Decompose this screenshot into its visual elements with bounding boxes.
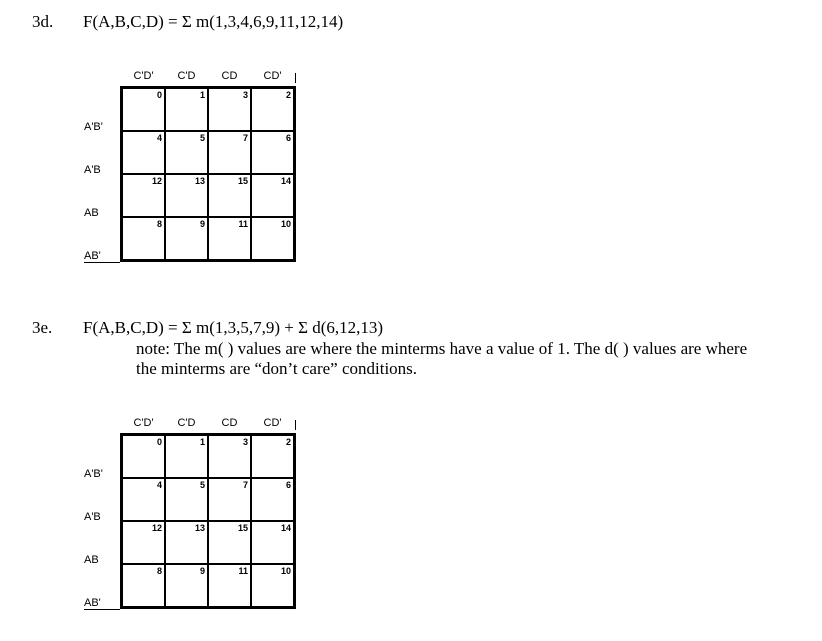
- kmap-row-header: A'B: [84, 164, 101, 176]
- kmap-cell: [208, 521, 251, 564]
- minterm-index: 1: [199, 437, 205, 447]
- kmap-cell: [208, 88, 251, 131]
- kmap-cell: [122, 521, 165, 564]
- kmap-col-header: CD': [263, 417, 282, 429]
- kmap-cell: [251, 174, 294, 217]
- kmap-cell: [122, 174, 165, 217]
- minterm-index: 11: [238, 566, 248, 576]
- minterm-index: 5: [199, 133, 205, 143]
- boolean-function-3d: F(A,B,C,D) = Σ m(1,3,4,6,9,11,12,14): [83, 12, 344, 31]
- minterm-index: 4: [156, 480, 162, 490]
- kmap-cell: [251, 521, 294, 564]
- minterm-index: 15: [237, 523, 248, 533]
- minterm-index: 4: [156, 133, 162, 143]
- kmap-col-header: C'D: [177, 417, 196, 429]
- minterm-index: 3: [242, 437, 248, 447]
- kmap-col-header: CD: [221, 70, 238, 82]
- minterm-index: 1: [199, 90, 205, 100]
- kmap-cell: [165, 217, 208, 260]
- kmap-cell: [251, 217, 294, 260]
- minterm-index: 8: [156, 219, 162, 229]
- minterm-index: 15: [237, 176, 248, 186]
- kmap-cell: [208, 217, 251, 260]
- kmap-cell: [122, 131, 165, 174]
- kmap-row-header: AB': [84, 597, 101, 609]
- kmap-cell: [122, 564, 165, 607]
- kmap-cell: [208, 478, 251, 521]
- kmap-cell: [165, 88, 208, 131]
- minterm-index: 13: [194, 176, 205, 186]
- minterm-index: 2: [285, 437, 291, 447]
- kmap-cell: [208, 564, 251, 607]
- kmap-col-header: C'D': [133, 70, 154, 82]
- kmap-row-divider: [84, 609, 120, 610]
- note-line-1: note: The m( ) values are where the minterms have a value of 1. The d( ) values are where: [136, 339, 748, 358]
- kmap-col-header: CD: [221, 417, 238, 429]
- minterm-index: 0: [156, 90, 162, 100]
- minterm-index: 9: [199, 219, 205, 229]
- kmap-col-divider: [295, 420, 296, 430]
- kmap-row-header: A'B: [84, 511, 101, 523]
- minterm-index: 3: [242, 90, 248, 100]
- boolean-function-3e: F(A,B,C,D) = Σ m(1,3,5,7,9) + Σ d(6,12,13): [83, 318, 384, 337]
- kmap-cell: [122, 88, 165, 131]
- problem-number-3d: 3d.: [32, 12, 54, 31]
- karnaugh-map-3e: [84, 417, 309, 607]
- kmap-col-header: CD': [263, 70, 282, 82]
- minterm-index: 12: [151, 176, 162, 186]
- kmap-row-header: A'B': [84, 121, 103, 133]
- minterm-index: 2: [285, 90, 291, 100]
- kmap-cell: [122, 217, 165, 260]
- minterm-index: 7: [242, 133, 248, 143]
- karnaugh-map-3d: [84, 70, 309, 260]
- kmap-cell: [251, 564, 294, 607]
- minterm-index: 14: [280, 523, 291, 533]
- kmap-grid: [120, 86, 296, 262]
- minterm-index: 10: [280, 219, 291, 229]
- minterm-index: 10: [280, 566, 291, 576]
- kmap-row-header: AB: [84, 207, 99, 219]
- kmap-row-header: AB: [84, 554, 99, 566]
- kmap-row-header: A'B': [84, 468, 103, 480]
- problem-number-3e: 3e.: [32, 318, 53, 337]
- kmap-cell: [251, 478, 294, 521]
- kmap-cell: [165, 174, 208, 217]
- minterm-index: 11: [238, 219, 248, 229]
- minterm-index: 9: [199, 566, 205, 576]
- kmap-cell: [122, 435, 165, 478]
- note-line-2: the minterms are “don’t care” conditions.: [136, 359, 418, 378]
- kmap-col-header: C'D': [133, 417, 154, 429]
- kmap-col-header: C'D: [177, 70, 196, 82]
- kmap-row-header: AB': [84, 250, 101, 262]
- kmap-cell: [165, 435, 208, 478]
- kmap-cell: [208, 435, 251, 478]
- minterm-index: 8: [156, 566, 162, 576]
- minterm-index: 5: [199, 480, 205, 490]
- kmap-cell: [251, 131, 294, 174]
- kmap-cell: [165, 478, 208, 521]
- kmap-cell: [208, 174, 251, 217]
- kmap-cell: [251, 88, 294, 131]
- minterm-index: 6: [285, 133, 291, 143]
- minterm-index: 12: [151, 523, 162, 533]
- kmap-row-divider: [84, 262, 120, 263]
- kmap-cell: [208, 131, 251, 174]
- kmap-cell: [165, 131, 208, 174]
- minterm-index: 6: [285, 480, 291, 490]
- kmap-cell: [251, 435, 294, 478]
- kmap-cell: [165, 564, 208, 607]
- minterm-index: 7: [242, 480, 248, 490]
- kmap-cell: [165, 521, 208, 564]
- minterm-index: 13: [194, 523, 205, 533]
- kmap-cell: [122, 478, 165, 521]
- kmap-grid: [120, 433, 296, 609]
- kmap-col-divider: [295, 73, 296, 83]
- minterm-index: 14: [280, 176, 291, 186]
- minterm-index: 0: [156, 437, 162, 447]
